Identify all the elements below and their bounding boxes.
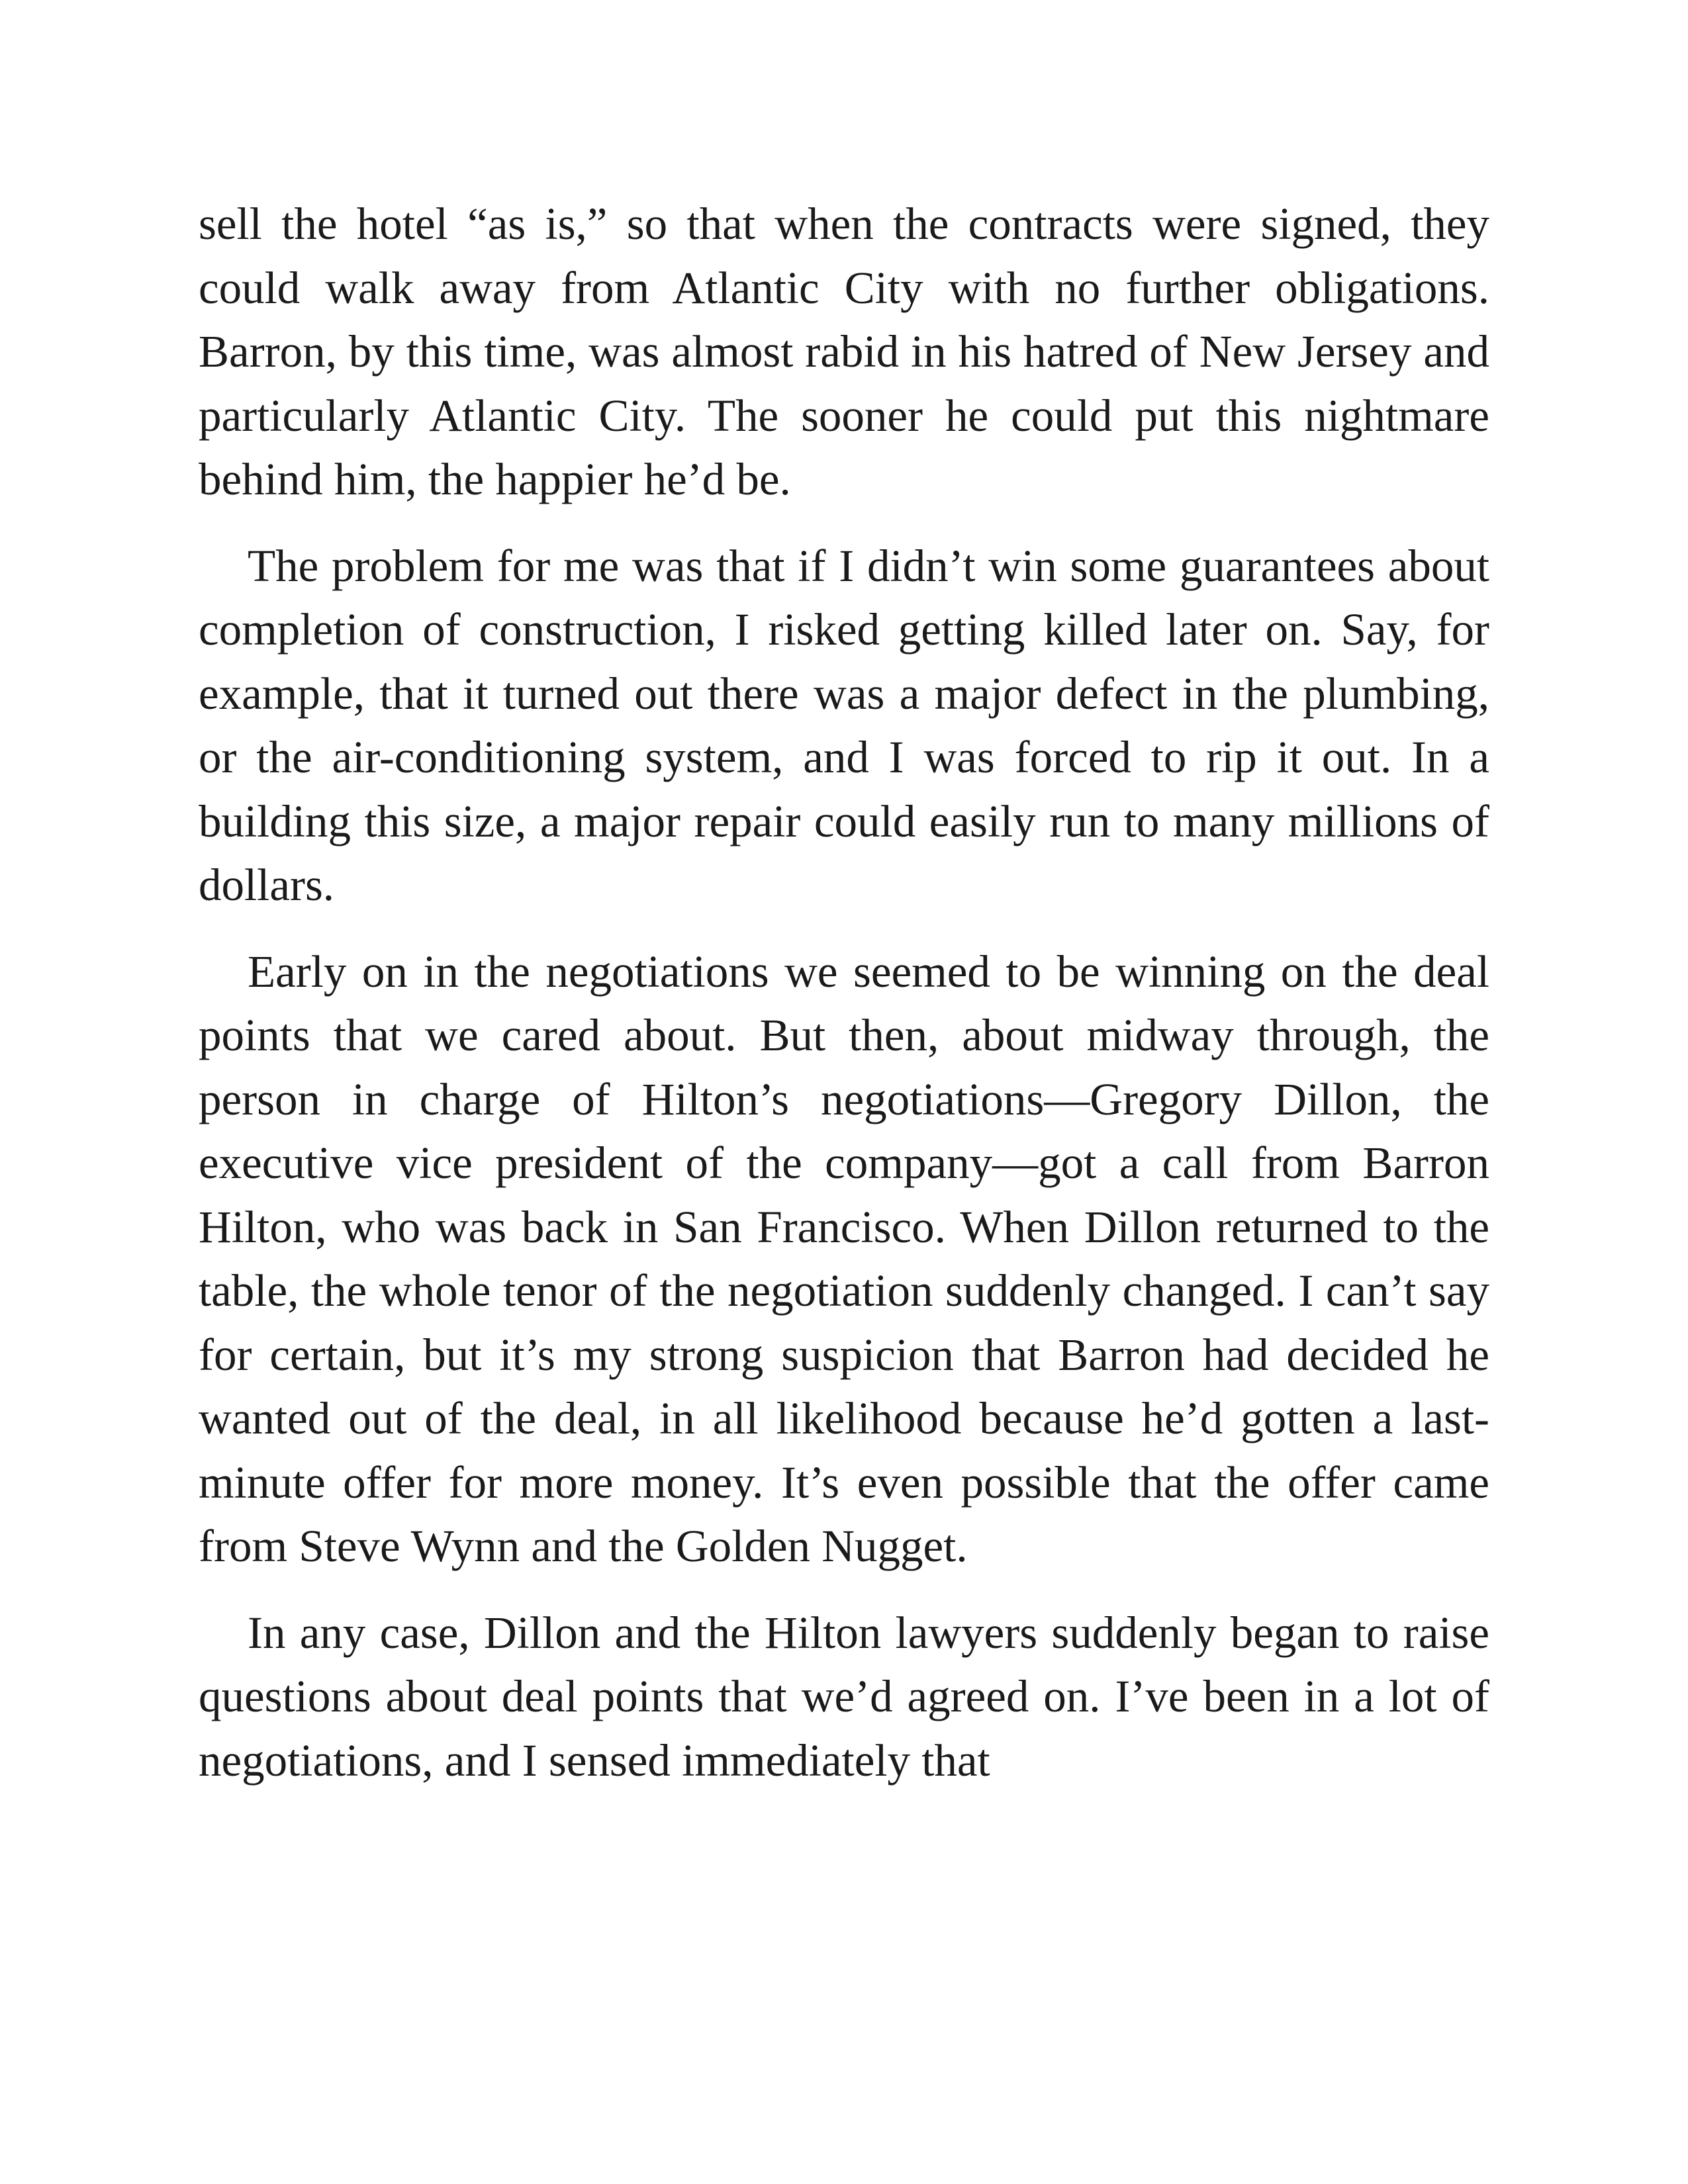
paragraph-4: In any case, Dillon and the Hilton lawyers suddenly began to raise questions about deal points that we’d agreed on. I’ve been in a lot of negotiations, and I sensed immediately that: [199, 1607, 1489, 1786]
paragraph-1: sell the hotel “as is,” so that when the contracts were signed, they could walk away from Atlantic City with no further obligations. Barron, by this time, was almost rabid in his hatred of New Jersey and particularly Atlantic City. The sooner he could put this nightmare behind him, the happier he’d be.: [199, 199, 1489, 504]
paragraph-3: Early on in the negotiations we seemed to be winning on the deal points that we cared about. But then, about midway through, the person in charge of Hilton’s negotiations—Gregory Dillon, the executive vice president of the company—got a call from Barron Hilton, who was back in San Francisco. When Dillon returned to the table, the whole tenor of the negotiation suddenly changed. I can’t say for certain, but it’s my strong suspicion that Barron had decided he wanted out of the deal, in all likelihood because he’d gotten a last-minute offer for more money. It’s even possible that the offer came from Steve Wynn and the Golden Nugget.: [199, 946, 1489, 1571]
paragraph-2: The problem for me was that if I didn’t win some guarantees about completion of construction, I risked getting killed later on. Say, for example, that it turned out there was a major defect in the plumbing, or the air-conditioning system, and I was forced to rip it out. In a building this size, a major repair could easily run to many millions of dollars.: [199, 540, 1489, 910]
document-page: [199, 192, 1489, 1792]
